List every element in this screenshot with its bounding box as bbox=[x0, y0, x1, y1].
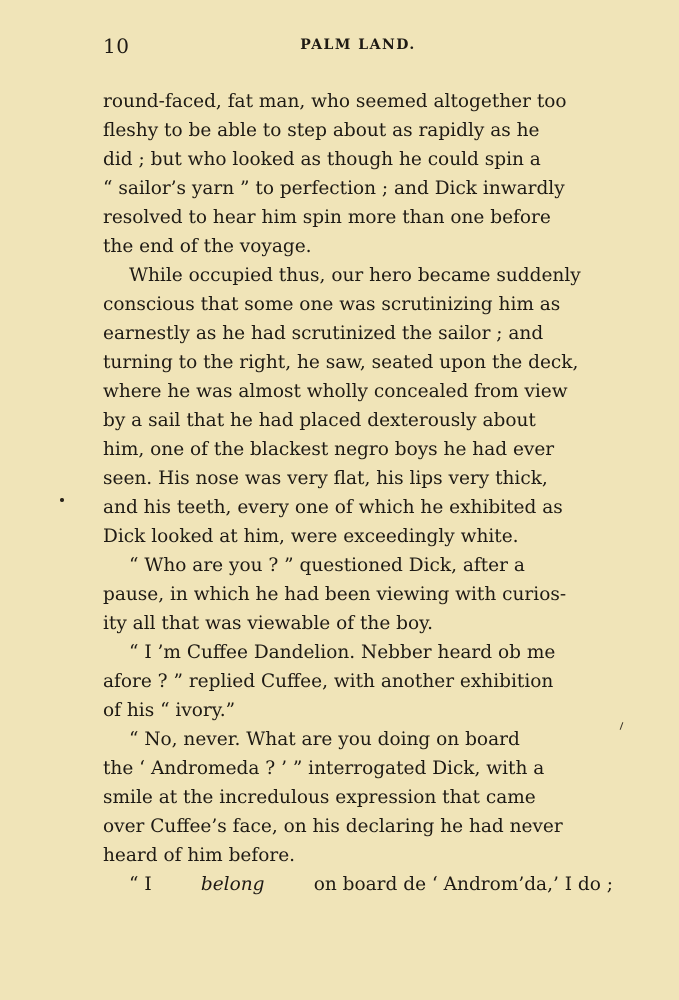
text-line: ity all that was viewable of the boy. bbox=[103, 613, 434, 634]
margin-tick-mark bbox=[620, 722, 624, 730]
text-line: the ‘ Andromeda ? ’ ” interrogated Dick, with a bbox=[103, 758, 545, 779]
text-line: the end of the voyage. bbox=[103, 236, 312, 257]
text-line: by a sail that he had placed dexterously about bbox=[103, 410, 536, 431]
ink-speck bbox=[60, 498, 64, 502]
text-line: earnestly as he had scrutinized the sailor ; and bbox=[103, 323, 544, 344]
text-line: conscious that some one was scrutinizing him as bbox=[103, 294, 561, 315]
text-line: fleshy to be able to step about as rapidly as he bbox=[103, 120, 540, 141]
text-line: him, one of the blackest negro boys he had ever bbox=[103, 439, 555, 460]
paragraph-start-line bbox=[103, 870, 613, 899]
body-text bbox=[103, 87, 613, 899]
emphasized-word: belong bbox=[200, 874, 265, 895]
text-line: turning to the right, he saw, seated upon the deck, bbox=[103, 352, 579, 373]
paragraph-start-line: “ I ’m Cuffee Dandelion. Nebber heard ob me bbox=[129, 642, 556, 663]
text-line: resolved to hear him spin more than one before bbox=[103, 207, 551, 228]
text-line: where he was almost wholly concealed from view bbox=[103, 381, 568, 402]
running-title: PALM LAND. bbox=[300, 37, 416, 53]
text-line: Dick looked at him, were exceedingly white. bbox=[103, 526, 519, 547]
paragraph-start-line: “ Who are you ? ” questioned Dick, after a bbox=[129, 555, 525, 576]
text-line: of his “ ivory.” bbox=[103, 700, 236, 721]
text-line: heard of him before. bbox=[103, 845, 296, 866]
text-line: “ sailor’s yarn ” to perfection ; and Dick inwardly bbox=[103, 178, 565, 199]
text-line: did ; but who looked as though he could spin a bbox=[103, 149, 541, 170]
line-segment: on board de ‘ Androm’da,’ I do ; bbox=[313, 874, 613, 895]
text-line: round-faced, fat man, who seemed altogether too bbox=[103, 91, 567, 112]
line-segment: “ I bbox=[129, 874, 152, 895]
text-line: seen. His nose was very flat, his lips very thick, bbox=[103, 468, 548, 489]
running-head bbox=[103, 34, 613, 58]
text-line: smile at the incredulous expression that came bbox=[103, 787, 536, 808]
text-line: over Cuffee’s face, on his declaring he had never bbox=[103, 816, 563, 837]
paragraph-start-line: “ No, never. What are you doing on board bbox=[129, 729, 520, 750]
text-line: afore ? ” replied Cuffee, with another exhibition bbox=[103, 671, 554, 692]
text-line: and his teeth, every one of which he exhibited as bbox=[103, 497, 563, 518]
page-number: 10 bbox=[103, 34, 130, 58]
paragraph-start-line: While occupied thus, our hero became suddenly bbox=[129, 265, 581, 286]
text-line: pause, in which he had been viewing with curios- bbox=[103, 584, 567, 605]
